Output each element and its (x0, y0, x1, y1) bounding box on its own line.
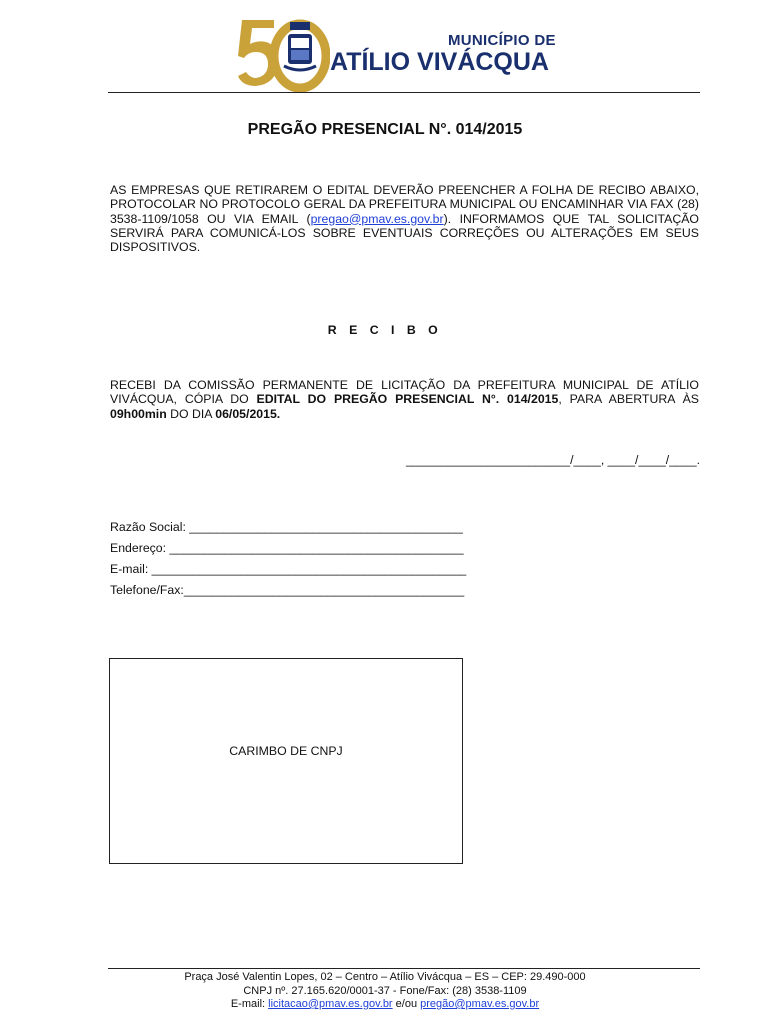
footer-cnpj-phone: CNPJ nº. 27.165.620/0001-37 - Fone/Fax: (28) 3538-1109 (243, 984, 527, 997)
municipal-crest-logo-icon (234, 14, 330, 92)
logo-text-city-name: ATÍLIO VIVÁCQUA (330, 48, 549, 76)
receipt-text-2: , PARA ABERTURA ÀS (558, 392, 699, 407)
document-title: PREGÃO PRESENCIAL N°. 014/2015 (247, 121, 523, 138)
cnpj-stamp-label: CARIMBO DE CNPJ (229, 744, 343, 758)
notice-paragraph (110, 183, 699, 254)
razao-social-field[interactable]: Razão Social: ________________________________________ (110, 520, 463, 534)
email-field[interactable]: E-mail: ______________________________________________ (110, 562, 467, 576)
receipt-time: 09h00min (110, 406, 167, 421)
footer (0, 971, 770, 1012)
notice-text-start: AS EMPRESAS QUE RETIRAREM O EDITAL DEVERÃO PREENCHER A FOLHA DE RECIBO ABAIXO, PROTOCOLAR NO PROTOCOLO GERAL DA PREFEITURA MUNICIPAL OU ENCAMINHAR VIA FAX (28) 3538-1109/1058 OU VIA EMAIL ( (110, 183, 699, 226)
receipt-text-1: RECEBI DA COMISSÃO PERMANENTE DE LICITAÇÃO DA PREFEITURA MUNICIPAL DE ATÍLIO VIVÁCQUA, CÓPIA DO (110, 378, 699, 407)
receipt-date: 06/05/2015. (215, 406, 281, 421)
receipt-edital-ref: EDITAL DO PREGÃO PRESENCIAL N°. 014/2015 (256, 392, 559, 407)
receipt-paragraph (110, 378, 699, 421)
letterhead (108, 14, 700, 94)
endereco-field[interactable]: Endereço: ___________________________________________ (110, 541, 464, 555)
footer-email-pregao-link[interactable]: pregão@pmav.es.gov.br (420, 998, 540, 1010)
footer-email-separator: e/ou (392, 998, 421, 1010)
recibo-heading: R E C I B O (327, 323, 443, 337)
footer-email-licitacao-link[interactable]: licitacao@pmav.es.gov.br (268, 998, 393, 1010)
footer-email-prefix: E-mail: (230, 998, 269, 1010)
place-date-line[interactable]: ________________________/____, ____/____/____. (405, 453, 700, 467)
footer-divider (108, 968, 700, 969)
logo-text-municipio: MUNICÍPIO DE (448, 32, 556, 49)
footer-address: Praça José Valentin Lopes, 02 – Centro – Atílio Vivácqua – ES – CEP: 29.490-000 (184, 971, 586, 983)
cnpj-stamp-box (109, 658, 463, 864)
notice-email-link[interactable]: pregao@pmav.es.gov.br (310, 211, 444, 226)
receipt-text-3: DO DIA (166, 406, 216, 421)
footer-emails (0, 998, 770, 1012)
notice-text-end: ). INFORMAMOS QUE TAL SOLICITAÇÃO SERVIRÁ PARA COMUNICÁ-LOS SOBRE EVENTUAIS CORREÇÕES OU ALTERAÇÕES EM SEUS DISPOSITIVOS. (110, 211, 699, 255)
header-divider (108, 92, 700, 93)
telefone-fax-field[interactable]: Telefone/Fax:_________________________________________ (110, 583, 465, 597)
